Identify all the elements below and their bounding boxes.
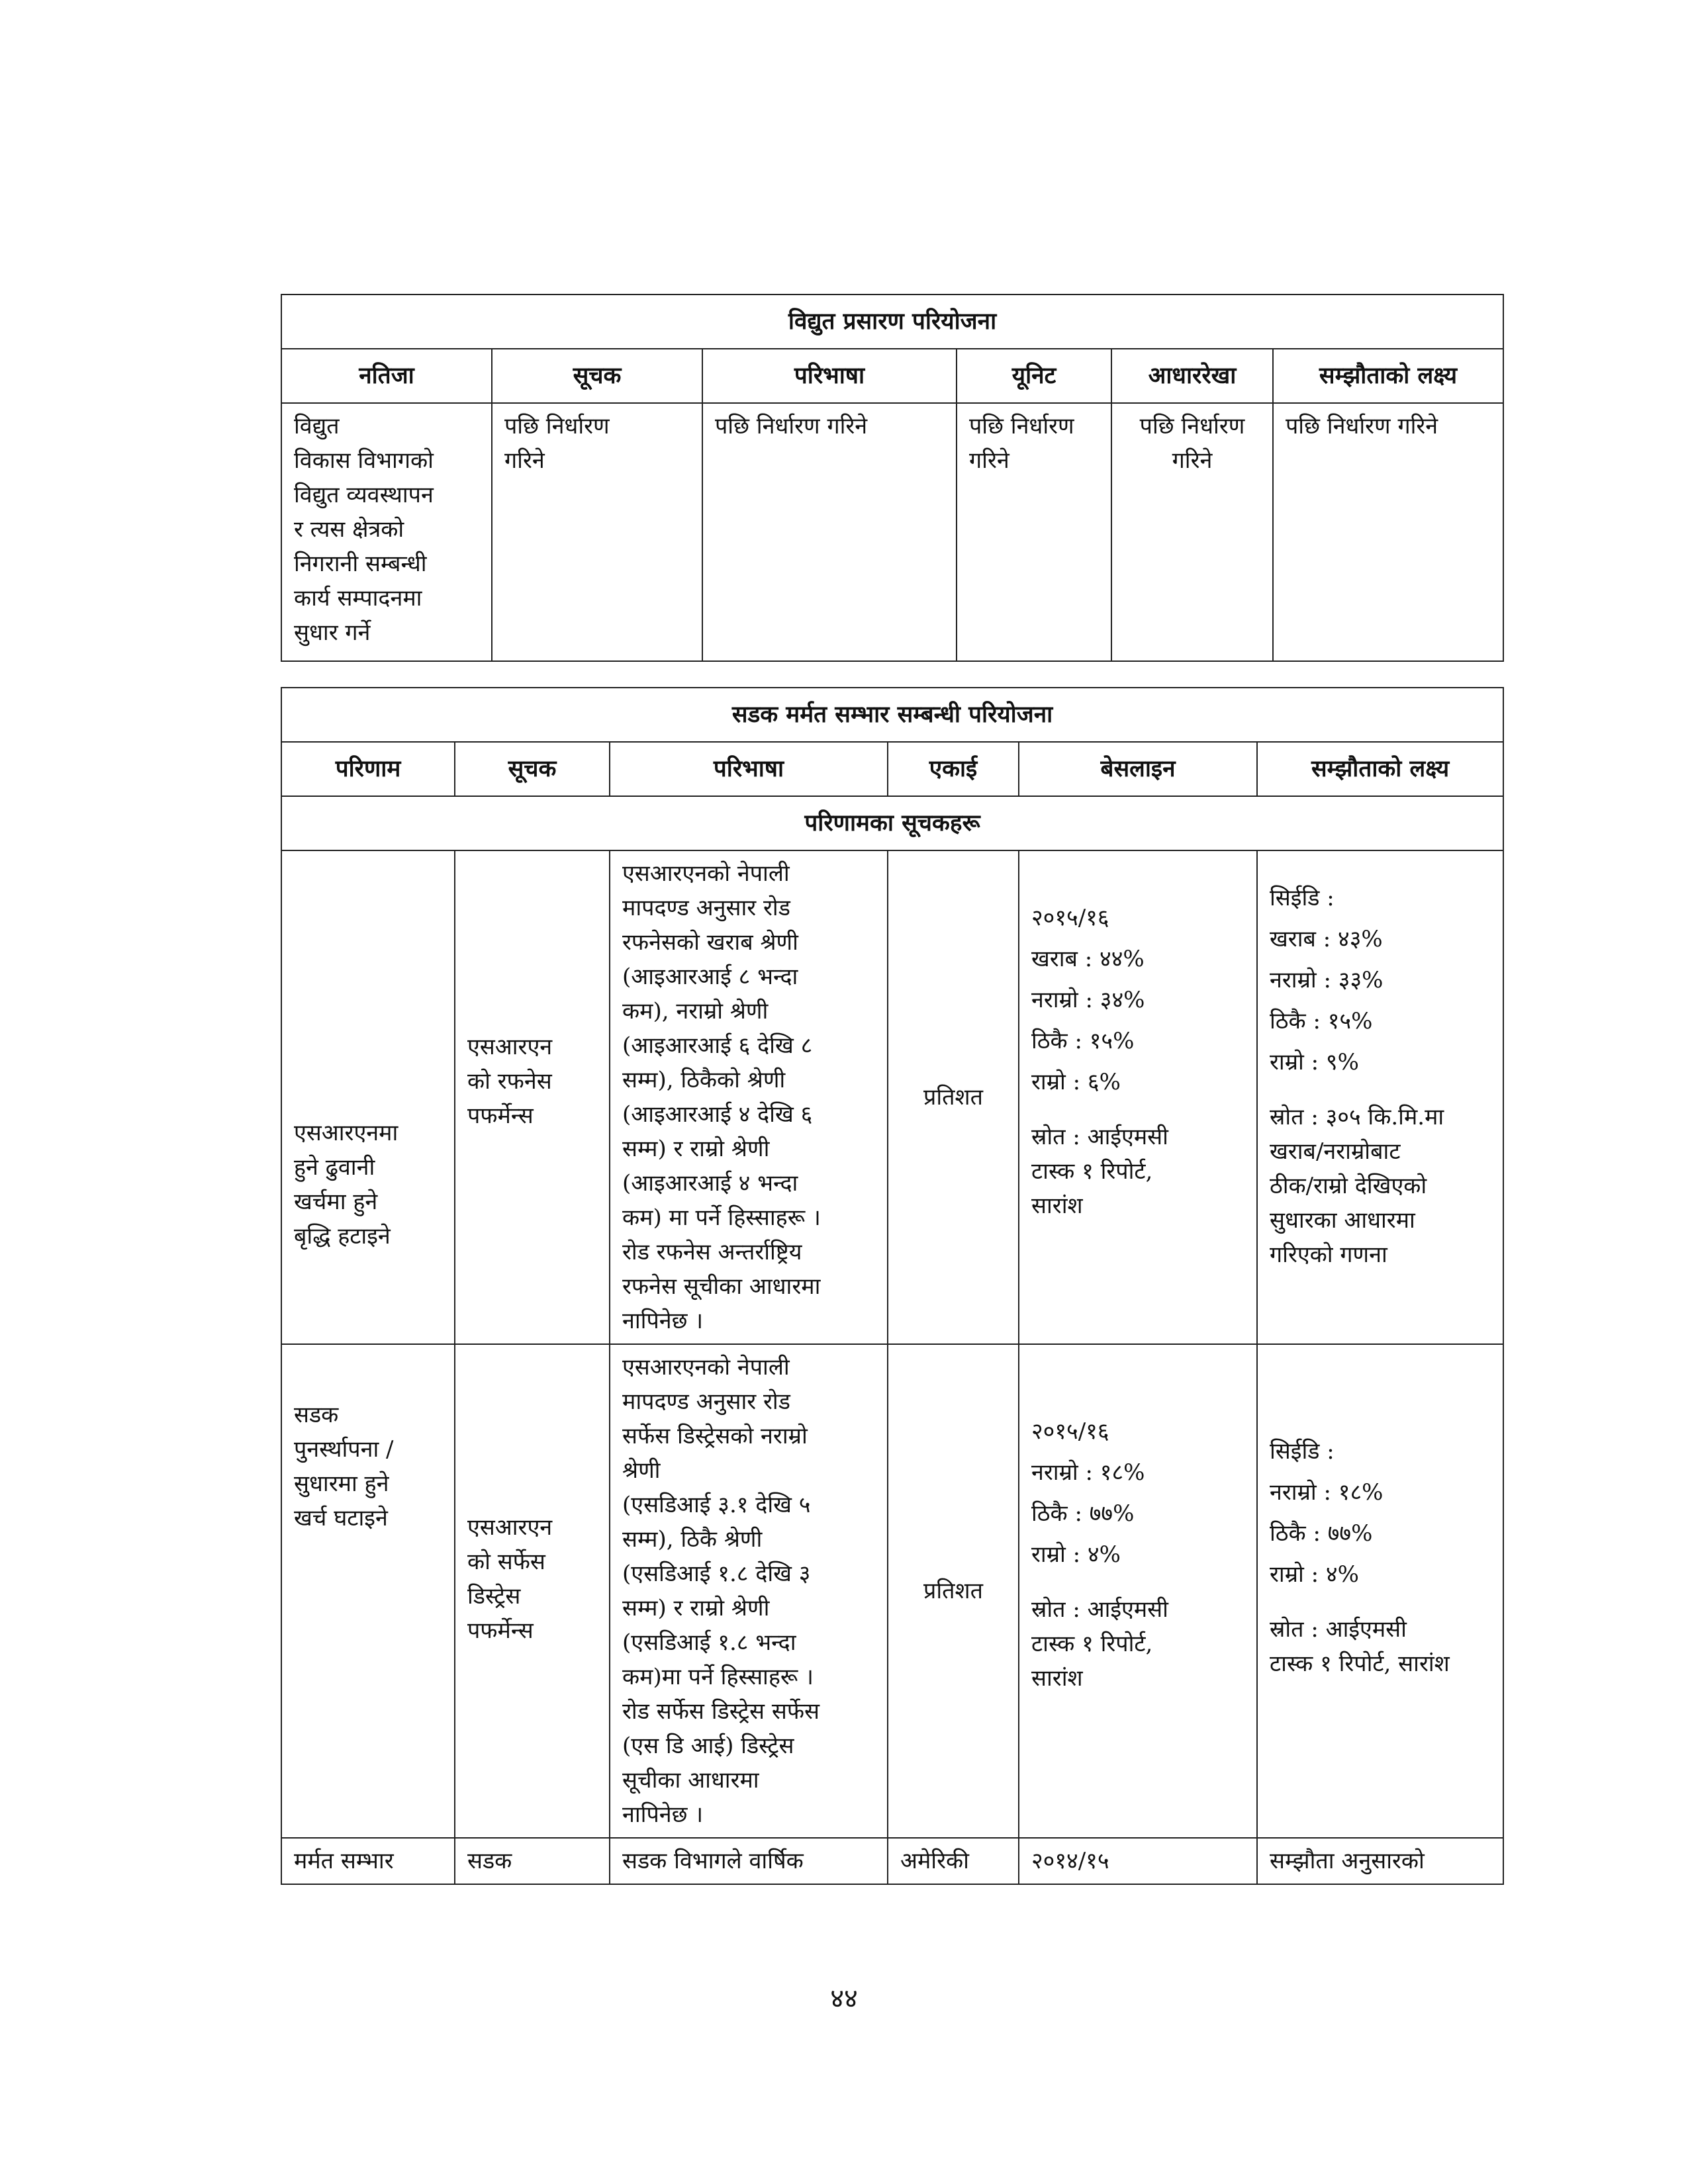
indicator-cell: सडक [455,1838,610,1884]
table-row [281,850,1503,1344]
baseline-cell: २०१५/१६ खराब : ४४% नराम्रो : ३४% ठिकै : १५% राम्रो : ६% स्रोत : आईएमसी टास्क १ रिपोर्ट, सारांश [1019,850,1257,1344]
column-header: यूनिट [957,349,1111,403]
column-header: सूचक [455,742,610,796]
column-header: सूचक [492,349,702,403]
target-cell: सिईडि : नराम्रो : १८% ठिकै : ७७% राम्रो : ४% स्रोत : आईएमसी टास्क १ रिपोर्ट, सारांश [1257,1344,1503,1838]
result-cell: विद्युत विकास विभागको विद्युत व्यवस्थापन र त्यस क्षेत्रको निगरानी सम्बन्धी कार्य सम्पादनमा सुधार गर्ने [281,403,492,661]
definition-cell: एसआरएनको नेपाली मापदण्ड अनुसार रोड सर्फेस डिस्ट्रेसको नराम्रो श्रेणी (एसडिआई ३.१ देखि ५ सम्म), ठिकै श्रेणी (एसडिआई १.८ देखि ३ सम्म) र राम्रो श्रेणी (एसडिआई १.८ भन्दा कम)मा पर्ने हिस्साहरू । रोड सर्फेस डिस्ट्रेस सर्फेस (एस डि आई) डिस्ट्रेस सूचीका आधारमा नापिनेछ । [610,1344,888,1838]
table-row [281,1838,1503,1884]
result-cell: मर्मत सम्भार [281,1838,455,1884]
column-header: परिभाषा [702,349,957,403]
column-header: नतिजा [281,349,492,403]
column-header: बेसलाइन [1019,742,1257,796]
electricity-project-table [281,294,1504,662]
table-row [281,1344,1503,1838]
unit-cell: अमेरिकी [888,1838,1019,1884]
unit-cell: प्रतिशत [888,1344,1019,1838]
column-header: परिभाषा [610,742,888,796]
result-cell: एसआरएनमा हुने ढुवानी खर्चमा हुने बृद्धि हटाइने [281,850,455,1344]
definition-cell: पछि निर्धारण गरिने [702,403,957,661]
definition-cell: एसआरएनको नेपाली मापदण्ड अनुसार रोड रफनेसको खराब श्रेणी (आइआरआई ८ भन्दा कम), नराम्रो श्रेणी (आइआरआई ६ देखि ८ सम्म), ठिकैको श्रेणी (आइआरआई ४ देखि ६ सम्म) र राम्रो श्रेणी (आइआरआई ४ भन्दा कम) मा पर्ने हिस्साहरू । रोड रफनेस अन्तर्राष्ट्रिय रफनेस सूचीका आधारमा नापिनेछ । [610,850,888,1344]
page-number: ४४ [830,1983,858,2014]
unit-cell: पछि निर्धारण गरिने [957,403,1111,661]
baseline-cell: २०१५/१६ नराम्रो : १८% ठिकै : ७७% राम्रो : ४% स्रोत : आईएमसी टास्क १ रिपोर्ट, सारांश [1019,1344,1257,1838]
target-cell: सिईडि : खराब : ४३% नराम्रो : ३३% ठिकै : १५% राम्रो : ९% स्रोत : ३०५ कि.मि.मा खराब/नराम्रोबाट ठीक/राम्रो देखिएको सुधारका आधारमा गरिएको गणना [1257,850,1503,1344]
table-title: सडक मर्मत सम्भार सम्बन्धी परियोजना [281,688,1503,742]
target-cell: सम्झौता अनुसारको [1257,1838,1503,1884]
column-header: आधाररेखा [1111,349,1273,403]
baseline-cell: २०१४/१५ [1019,1838,1257,1884]
column-header: परिणाम [281,742,455,796]
section-heading: परिणामका सूचकहरू [281,796,1503,850]
unit-cell: प्रतिशत [888,850,1019,1344]
column-header: एकाई [888,742,1019,796]
column-header: सम्झौताको लक्ष्य [1257,742,1503,796]
target-cell: पछि निर्धारण गरिने [1273,403,1503,661]
road-maintenance-project-table [281,687,1504,1885]
result-cell: सडक पुनर्स्थापना / सुधारमा हुने खर्च घटाइने [281,1344,455,1838]
indicator-cell: एसआरएन को रफनेस पफर्मेन्स [455,850,610,1344]
indicator-cell: एसआरएन को सर्फेस डिस्ट्रेस पफर्मेन्स [455,1344,610,1838]
table-title: विद्युत प्रसारण परियोजना [281,295,1503,349]
baseline-cell: पछि निर्धारण गरिने [1111,403,1273,661]
indicator-cell: पछि निर्धारण गरिने [492,403,702,661]
definition-cell: सडक विभागले वार्षिक [610,1838,888,1884]
column-header: सम्झौताको लक्ष्य [1273,349,1503,403]
table-row [281,403,1503,661]
